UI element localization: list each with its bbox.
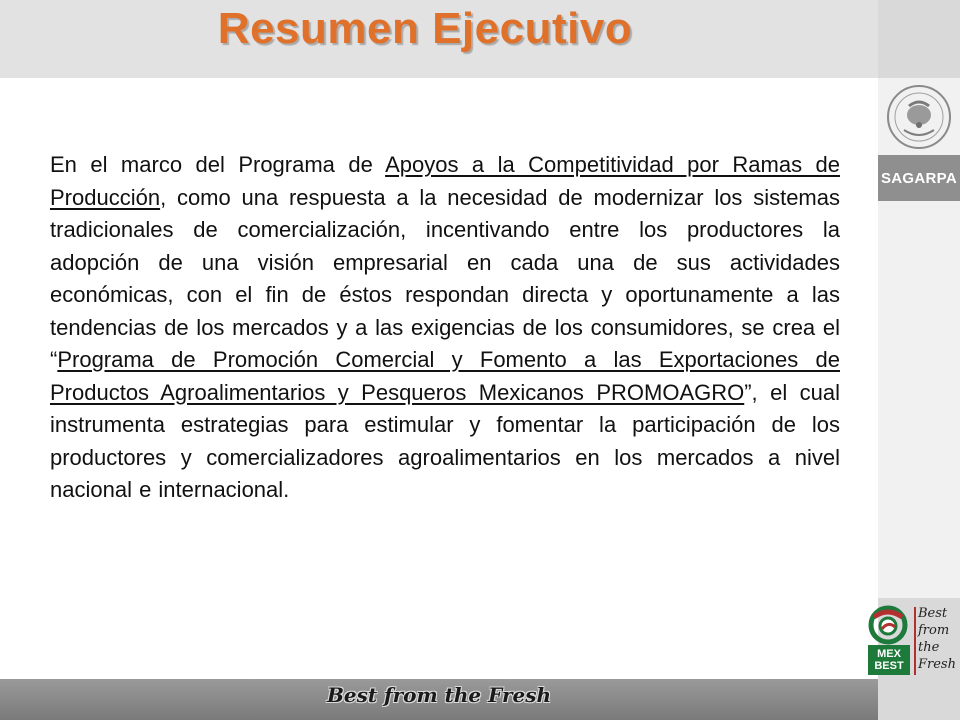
- sagarpa-logo: [878, 155, 960, 201]
- underlined-program-name: Programa de Promoción Comercial y Fomento a las Exportaciones de Productos Agroalimentarios y Pesqueros Mexicanos PROMOAGRO: [50, 347, 840, 405]
- mexbest-line2: BEST: [874, 660, 904, 672]
- footer-tagline: Best from the Fresh: [326, 683, 552, 707]
- page-title: Resumen Ejecutivo: [217, 4, 633, 53]
- sagarpa-label: SAGARPA: [881, 169, 957, 187]
- mexbest-tagline: [918, 605, 960, 673]
- mexbest-tagline-word: the: [918, 640, 940, 655]
- mexbest-tagline-word: Best: [918, 606, 948, 621]
- seal-icon: [882, 82, 956, 152]
- paragraph-text: En el marco del Programa de: [50, 152, 386, 177]
- executive-summary-paragraph: [50, 149, 840, 507]
- paragraph-text: ”, el cual instrumenta estrategias para estimular y fomentar la participación de los productores y comercializadores agroalimentarios en los mercados a nivel nacional e internacional.: [50, 379, 840, 502]
- mexbest-tagline-word: Fresh: [918, 657, 956, 672]
- mexbest-line1: MEX: [877, 648, 901, 660]
- mexbest-tagline-word: from: [918, 623, 950, 638]
- mexbest-wordmark: [868, 645, 910, 675]
- mexbest-divider: [914, 607, 916, 675]
- underlined-program-name: Apoyos a la Competitividad por Ramas de Producción: [50, 152, 840, 210]
- mexbest-logo: [864, 605, 958, 677]
- paragraph-text: , como una respuesta a la necesidad de modernizar los sistemas tradicionales de comercialización, incentivando entre los productores la adopción de una visión empresarial en cada una de sus actividades económicas, con el fin de éstos respondan directa y oportunamente a las tendencias de los mercados y a las exigencias de los consumidores, se crea el “: [50, 184, 840, 372]
